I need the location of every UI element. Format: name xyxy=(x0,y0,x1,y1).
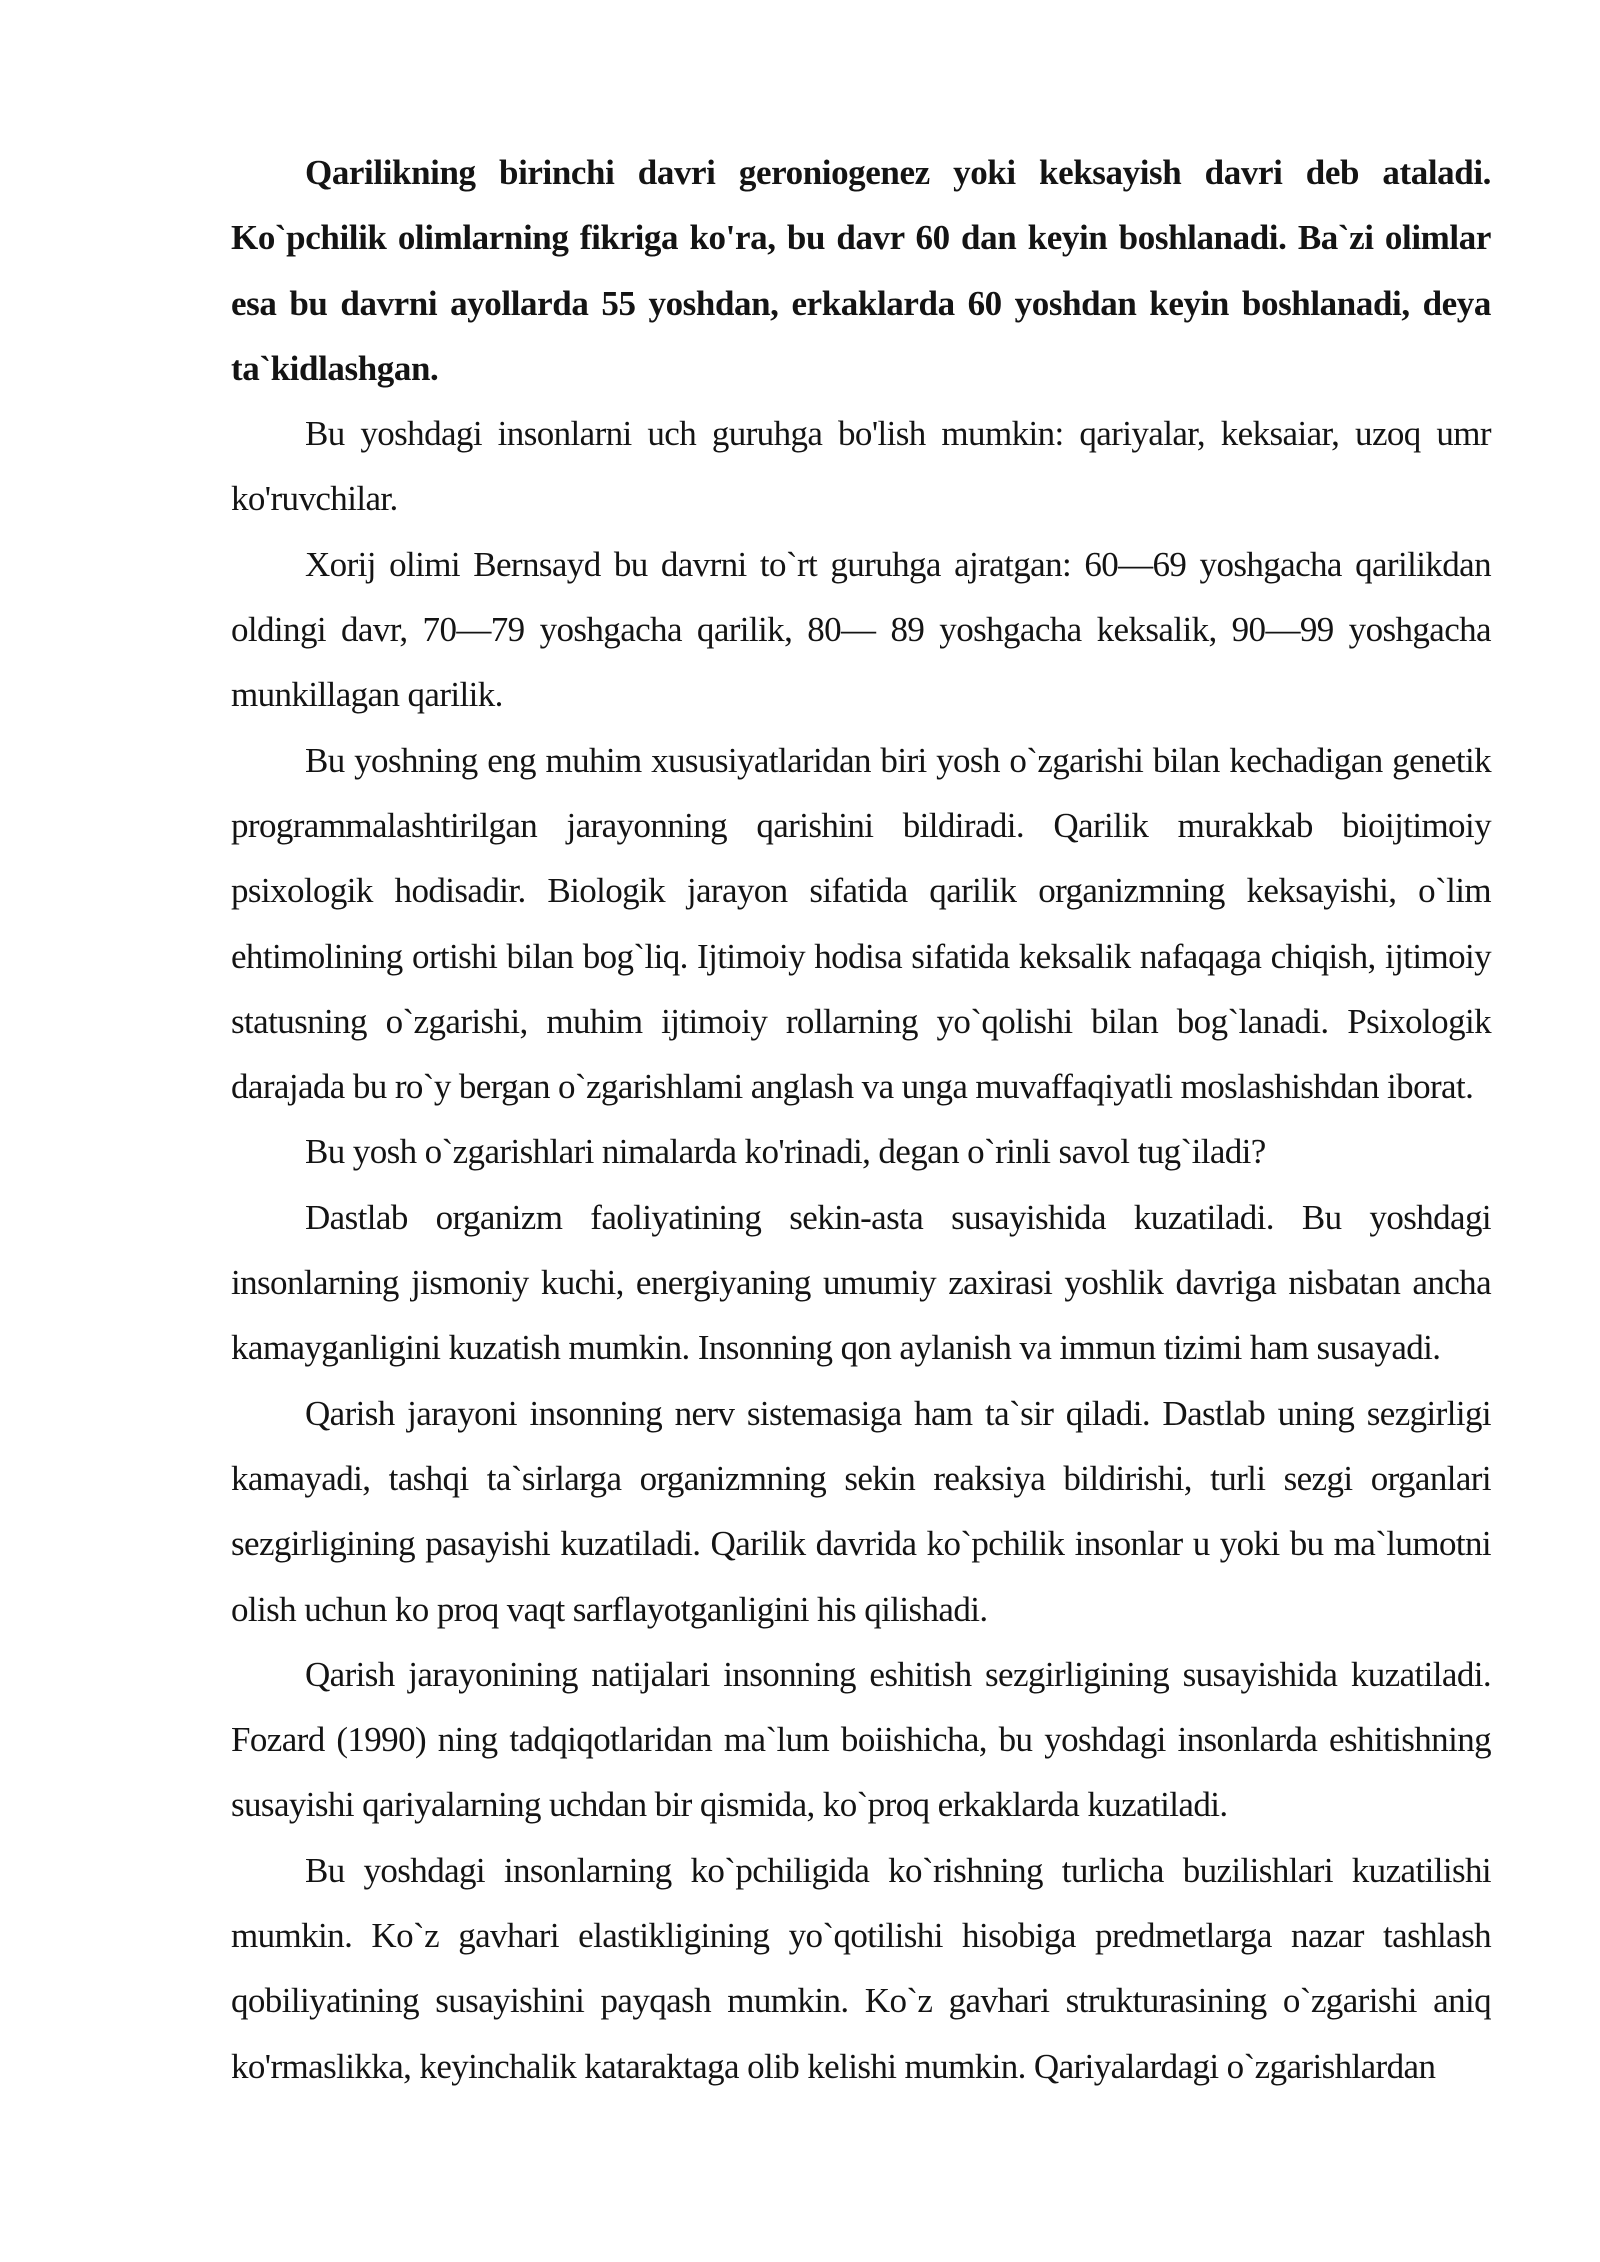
paragraph-intro: Qarilikning birinchi davri geroniogenez yoki keksayish davri deb ataladi. Ko`pchilik olimlarning fikriga ko'ra, bu davr 60 dan keyin boshlanadi. Ba`zi olimlar esa bu davrni ayollarda 55 yoshdan, erkaklarda 60 yoshdan keyin boshlanadi, deya ta`kidlashgan. xyxy=(231,153,1491,388)
paragraph-features: Bu yoshning eng muhim xususiyatlaridan biri yosh o`zgarishi bilan kechadigan genetik programmalashtirilgan jarayonning qarishini bildiradi. Qarilik murakkab bioijtimoiy psixologik hodisadir. Biologik jarayon sifatida qarilik organizmning keksayishi, o`lim ehtimolining ortishi bilan bog`liq. Ijtimoiy hodisa sifatida keksalik nafaqaga chiqish, ijtimoiy statusning o`zgarishi, muhim ijtimoiy rollarning yo`qolishi bilan bog`lanadi. Psixologik darajada bu ro`y bergan o`zgarishlami anglash va unga muvaffaqiyatli moslashishdan iborat. xyxy=(231,740,1491,1107)
paragraph-nervous-system: Qarish jarayoni insonning nerv sistemasiga ham ta`sir qiladi. Dastlab uning sezgirligi kamayadi, tashqi ta`sirlarga organizmning sekin reaksiya bildirishi, turli sezgi organlari sezgirligining pasayishi kuzatiladi. Qarilik davrida ko`pchilik insonlar u yoki bu ma`lumotni olish uchun ko proq vaqt sarflayotganligini his qilishadi. xyxy=(231,1393,1491,1629)
paragraph-bernsayd: Xorij olimi Bernsayd bu davrni to`rt guruhga ajratgan: 60—69 yoshgacha qarilikdan oldingi davr, 70—79 yoshgacha qarilik, 80— 89 yoshgacha keksalik, 90—99 yoshgacha munkillagan qarilik. xyxy=(231,544,1491,715)
document-page xyxy=(231,140,1491,2099)
paragraph-hearing: Qarish jarayonining natijalari insonning eshitish sezgirligining susayishida kuzatiladi. Fozard (1990) ning tadqiqotlaridan ma`lum boiishicha, bu yoshdagi insonlarda eshitishning susayishi qariyalarning uchdan bir qismida, ko`proq erkaklarda kuzatiladi. xyxy=(231,1654,1491,1825)
paragraph-question: Bu yosh o`zgarishlari nimalarda ko'rinadi, degan o`rinli savol tug`iladi? xyxy=(305,1132,1266,1172)
paragraph-organism: Dastlab organizm faoliyatining sekin-asta susayishida kuzatiladi. Bu yoshdagi insonlarning jismoniy kuchi, energiyaning umumiy zaxirasi yoshlik davriga nisbatan ancha kamayganligini kuzatish mumkin. Insonning qon aylanish va immun tizimi ham susayadi. xyxy=(231,1197,1491,1368)
paragraph-groups: Bu yoshdagi insonlarni uch guruhga bo'lish mumkin: qariyalar, keksaiar, uzoq umr ko'ruvchilar. xyxy=(231,414,1491,519)
paragraph-vision: Bu yoshdagi insonlarning ko`pchiligida ko`rishning turlicha buzilishlari kuzatilishi mumkin. Ko`z gavhari elastikligining yo`qotilishi hisobiga predmetlarga nazar tashlash qobiliyatining susayishini payqash mumkin. Ko`z gavhari strukturasining o`zgarishi aniq ko'rmaslikka, keyinchalik kataraktaga olib kelishi mumkin. Qariyalardagi o`zgarishlardan xyxy=(231,1850,1491,2086)
